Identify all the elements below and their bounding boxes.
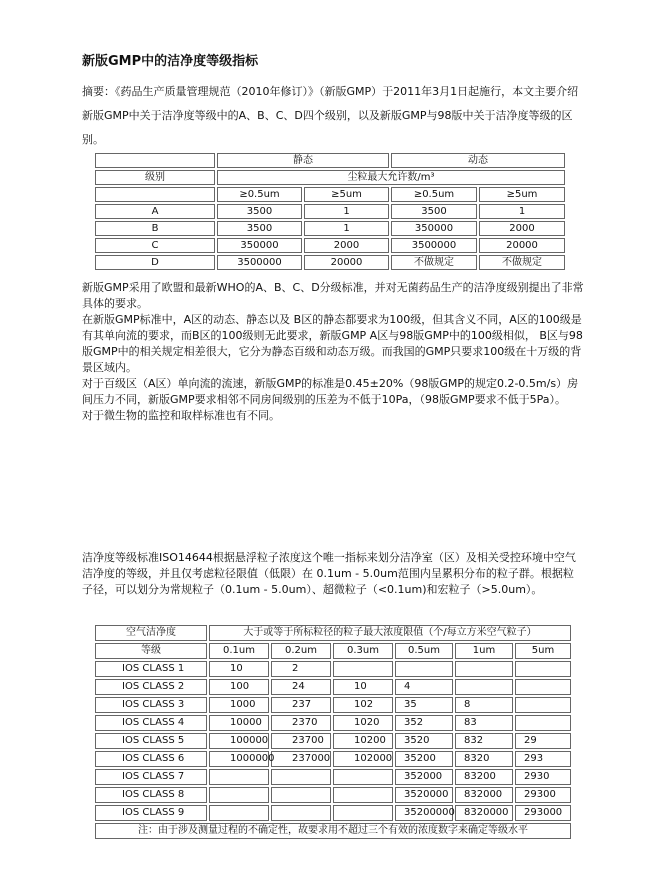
- body-paragraph: 对于百级区（A区）单向流的流速，新版GMP的标准是0.45±20%（98版GMP的规定0.2-0.5m/s）房间压力不同，新版GMP要求相邻不同房间级别的压差为不低于10Pa，（98版GMP要求不低于5Pa）。: [82, 377, 579, 406]
- table-cell: [455, 661, 513, 677]
- table-cell: [515, 715, 571, 731]
- grade-cell: D: [95, 255, 215, 270]
- table-cell: 3500000: [391, 238, 477, 253]
- table-cell: 2370: [271, 715, 331, 731]
- table-cell: 8320: [455, 751, 513, 767]
- table-note-row: [95, 823, 571, 839]
- gmp-cleanliness-table: [93, 151, 567, 272]
- table-cell: [209, 769, 269, 785]
- iso-intro-paragraph: 洁净度等级标准ISO14644根据悬浮粒子浓度这个唯一指标来划分洁净室（区）及相关受控环境中空气洁净度的等级，并且仅考虑粒径限值（低限）在 0.1um - 5.0um范围内呈累积分布的粒子群。根据粒子径，可以划分为常规粒子（0.1um - 5.0um）、超微粒子（<0.1um)和宏粒子（>5.0um）。: [82, 551, 576, 596]
- table-row: [95, 679, 571, 695]
- table-cell: 29: [515, 733, 571, 749]
- size-header: ≥5um: [479, 187, 565, 202]
- class-cell: IOS CLASS 2: [95, 679, 207, 695]
- grade-cell: C: [95, 238, 215, 253]
- table-cell: [333, 787, 393, 803]
- table-cell: [271, 787, 331, 803]
- class-cell: IOS CLASS 5: [95, 733, 207, 749]
- table-cell: 10200: [333, 733, 393, 749]
- table-cell: 8: [455, 697, 513, 713]
- grade-cell: A: [95, 204, 215, 219]
- table-cell: 不做规定: [479, 255, 565, 270]
- table-cell: 10: [209, 661, 269, 677]
- table-row: [95, 661, 571, 677]
- table-cell: [209, 805, 269, 821]
- table-row: [95, 255, 565, 270]
- table-row: [95, 715, 571, 731]
- table-cell: 不做规定: [391, 255, 477, 270]
- table-row: [95, 733, 571, 749]
- table-cell: [395, 661, 453, 677]
- table-row: [95, 697, 571, 713]
- table-cell: 20000: [479, 238, 565, 253]
- body-paragraph: 新版GMP采用了欧盟和最新WHO的A、B、C、D分级标准，并对无菌药品生产的洁净度级别提出了非常具体的要求。: [82, 281, 584, 310]
- size-header: 0.1um: [209, 643, 269, 659]
- table-cell: [333, 805, 393, 821]
- size-header: 0.5um: [395, 643, 453, 659]
- air-cleanliness-header: 空气洁净度: [95, 625, 207, 641]
- table-cell: 1: [304, 204, 389, 219]
- table-cell: [333, 769, 393, 785]
- table-cell: [271, 805, 331, 821]
- table-cell: 35200: [395, 751, 453, 767]
- table-cell: 1: [479, 204, 565, 219]
- table-cell: [271, 769, 331, 785]
- table-cell: 352: [395, 715, 453, 731]
- size-header: 0.2um: [271, 643, 331, 659]
- class-cell: IOS CLASS 4: [95, 715, 207, 731]
- table-header-row: [95, 643, 571, 659]
- table-header-row: [95, 625, 571, 641]
- table-cell: 293: [515, 751, 571, 767]
- grade-cell: B: [95, 221, 215, 236]
- table-row: [95, 221, 565, 236]
- table-cell: 35200000: [395, 805, 453, 821]
- size-header: 0.3um: [333, 643, 393, 659]
- table-cell: 3520000: [395, 787, 453, 803]
- table-cell: [333, 661, 393, 677]
- table-cell: 350000: [391, 221, 477, 236]
- table-cell-empty: [95, 187, 215, 202]
- table-cell: 293000: [515, 805, 571, 821]
- body-paragraph: 在新版GMP标准中，A区的动态、静态以及 B区的静态都要求为100级，但其含义不同，A区的100级是有其单向流的要求，而B区的100级则无此要求，新版GMP A区与98版GMP中的100级相似， B区与98版GMP中的相关规定相差很大，它分为静态百级和动态万级。而我国的GMP只要求100级在十万级的背景区域内。: [82, 313, 583, 374]
- table-cell: 4: [395, 679, 453, 695]
- table-note: 注：由于涉及测量过程的不确定性，故要求用不超过三个有效的浓度数字来确定等级水平: [95, 823, 571, 839]
- table-cell: 23700: [271, 733, 331, 749]
- class-cell: IOS CLASS 6: [95, 751, 207, 767]
- class-cell: IOS CLASS 8: [95, 787, 207, 803]
- size-header: ≥0.5um: [391, 187, 477, 202]
- table-header-row: [95, 170, 565, 185]
- table-cell: 3500: [217, 221, 302, 236]
- table-cell: 100000: [209, 733, 269, 749]
- table-cell: 29300: [515, 787, 571, 803]
- table-cell: 237000: [271, 751, 331, 767]
- table-cell: 832: [455, 733, 513, 749]
- table-cell: 1020: [333, 715, 393, 731]
- table-cell: 100: [209, 679, 269, 695]
- table-cell: 3520: [395, 733, 453, 749]
- table-header-row: [95, 187, 565, 202]
- table-cell: [515, 697, 571, 713]
- document-title: 新版GMP中的洁净度等级指标: [82, 54, 259, 69]
- table-row: [95, 769, 571, 785]
- level-header: 等级: [95, 643, 207, 659]
- table-cell: 2000: [479, 221, 565, 236]
- table-row: [95, 787, 571, 803]
- class-cell: IOS CLASS 3: [95, 697, 207, 713]
- table-row: [95, 204, 565, 219]
- body-paragraph: 对于微生物的监控和取样标准也有不同。: [82, 409, 280, 422]
- table-cell: 3500: [391, 204, 477, 219]
- table-cell: 1000: [209, 697, 269, 713]
- table-cell: 10: [333, 679, 393, 695]
- class-cell: IOS CLASS 1: [95, 661, 207, 677]
- table-cell: 102: [333, 697, 393, 713]
- table-cell: 10000: [209, 715, 269, 731]
- iso-cleanliness-table: [93, 623, 573, 841]
- size-header: 1um: [455, 643, 513, 659]
- abstract-paragraph: 摘要：《药品生产质量管理规范（2010年修订）》（新版GMP）于2011年3月1日起施行，本文主要介绍新版GMP中关于洁净度等级中的A、B、C、D四个级别，以及新版GMP与98版中关于洁净度等级的区别。: [82, 85, 579, 146]
- table-cell: [209, 787, 269, 803]
- table-cell: 102000: [333, 751, 393, 767]
- size-header: ≥0.5um: [217, 187, 302, 202]
- class-cell: IOS CLASS 9: [95, 805, 207, 821]
- table-cell: 237: [271, 697, 331, 713]
- table-cell-empty: [95, 153, 215, 168]
- table-row: [95, 238, 565, 253]
- table-cell: 352000: [395, 769, 453, 785]
- size-header: 5um: [515, 643, 571, 659]
- class-cell: IOS CLASS 7: [95, 769, 207, 785]
- table-row: [95, 805, 571, 821]
- table-cell: [515, 661, 571, 677]
- max-particles-header: 尘粒最大允许数/m³: [217, 170, 565, 185]
- level-header: 级别: [95, 170, 215, 185]
- static-header: 静态: [217, 153, 389, 168]
- table-cell: 24: [271, 679, 331, 695]
- table-cell: 2: [271, 661, 331, 677]
- table-cell: [455, 679, 513, 695]
- max-conc-header: 大于或等于所标粒径的粒子最大浓度限值（个/每立方米空气粒子）: [209, 625, 571, 641]
- table-cell: 83200: [455, 769, 513, 785]
- table-cell: 1: [304, 221, 389, 236]
- table-cell: 35: [395, 697, 453, 713]
- table-cell: 1000000: [209, 751, 269, 767]
- table-cell: 2930: [515, 769, 571, 785]
- table-cell: 3500000: [217, 255, 302, 270]
- table-cell: 832000: [455, 787, 513, 803]
- table-cell: 3500: [217, 204, 302, 219]
- dynamic-header: 动态: [391, 153, 565, 168]
- table-header-row: [95, 153, 565, 168]
- table-cell: 350000: [217, 238, 302, 253]
- table-cell: 2000: [304, 238, 389, 253]
- table-cell: [515, 679, 571, 695]
- table-cell: 20000: [304, 255, 389, 270]
- size-header: ≥5um: [304, 187, 389, 202]
- table-cell: 83: [455, 715, 513, 731]
- table-row: [95, 751, 571, 767]
- body-paragraphs: [82, 280, 584, 424]
- table-cell: 8320000: [455, 805, 513, 821]
